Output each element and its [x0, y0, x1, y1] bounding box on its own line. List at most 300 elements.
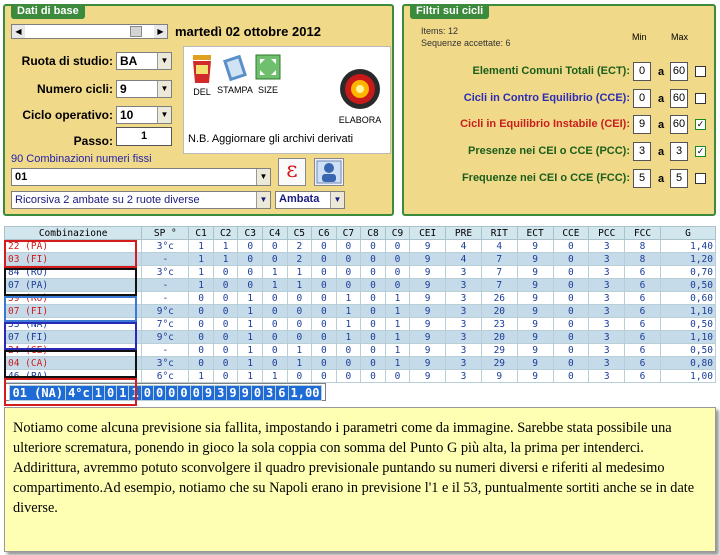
table-cell: 3	[446, 344, 482, 357]
table-cell: 1	[385, 318, 410, 331]
stampa-label: STAMPA	[217, 85, 253, 95]
table-cell: 0	[361, 279, 386, 292]
scroll-right-icon[interactable]: ▶	[154, 25, 167, 38]
table-cell: 9	[410, 266, 446, 279]
table-cell: 0	[312, 292, 337, 305]
print-icon	[222, 53, 248, 83]
table-cell: 1	[238, 331, 263, 344]
table-cell: 4	[446, 253, 482, 266]
table-cell: 1,10	[660, 305, 715, 318]
table-cell: 0	[238, 253, 263, 266]
filter-label: Frequenze nei CEI o CCE (FCC):	[461, 172, 630, 184]
table-row[interactable]	[5, 253, 716, 266]
del-label: DEL	[193, 87, 211, 97]
table-cell: 0	[361, 305, 386, 318]
table-cell: 1	[336, 331, 361, 344]
chevron-down-icon[interactable]: ▼	[256, 192, 270, 208]
table-cell: 1	[287, 266, 312, 279]
table-cell: 29	[481, 357, 517, 370]
table-cell: 0	[251, 386, 263, 401]
table-cell: 0	[361, 331, 386, 344]
table-cell: 4	[481, 240, 517, 253]
table-cell: 3°c	[142, 266, 189, 279]
table-cell: 3°c	[142, 240, 189, 253]
table-cell: 3	[589, 279, 625, 292]
chevron-down-icon[interactable]: ▼	[157, 107, 171, 123]
table-cell: 9	[517, 279, 553, 292]
table-cell: 0	[312, 370, 337, 383]
column-header[interactable]: C3	[238, 227, 263, 240]
trash-icon	[190, 53, 214, 85]
table-cell: 6	[276, 386, 288, 401]
table-cell: 0	[312, 357, 337, 370]
table-cell: 0	[213, 279, 238, 292]
table-cell: 3	[589, 253, 625, 266]
table-cell: 3	[589, 305, 625, 318]
table-cell: 3	[589, 344, 625, 357]
column-header[interactable]: ECT	[517, 227, 553, 240]
table-cell: 0	[312, 240, 337, 253]
elabora-label: ELABORA	[338, 115, 382, 125]
filter-max-input[interactable]: 60	[670, 115, 688, 134]
filter-label: Cicli in Contro Equilibrio (CCE):	[463, 92, 630, 104]
filter-a-label: a	[658, 93, 665, 105]
filter-min-input[interactable]: 5	[633, 169, 651, 188]
table-cell: 9	[410, 344, 446, 357]
table-cell: 1	[238, 305, 263, 318]
table-cell: -	[142, 253, 189, 266]
table-cell: 0	[312, 318, 337, 331]
items-count: Items: 12	[421, 26, 459, 36]
filter-checkbox[interactable]	[695, 66, 706, 77]
column-header[interactable]: C2	[213, 227, 238, 240]
ciclo-operativo-value: 10	[120, 108, 134, 122]
size-label: SIZE	[257, 85, 278, 95]
nb-text: N.B. Aggiornare gli archivi derivati	[188, 133, 354, 145]
filter-checkbox[interactable]	[695, 173, 706, 184]
ruota-value: BA	[120, 54, 138, 68]
table-cell: 0	[361, 253, 386, 266]
current-date: martedì 02 ottobre 2012	[175, 24, 321, 39]
table-cell: 3	[446, 292, 482, 305]
combo-select[interactable]	[11, 168, 271, 186]
table-cell: 0	[262, 240, 287, 253]
column-header[interactable]: Combinazione	[5, 227, 142, 240]
table-cell: 6	[625, 292, 661, 305]
numero-cicli-label: Numero cicli:	[36, 82, 113, 96]
filter-a-label: a	[658, 119, 665, 131]
table-cell: 0	[262, 344, 287, 357]
table-cell: 0	[385, 253, 410, 266]
table-cell: 1	[336, 305, 361, 318]
user-config-button[interactable]	[314, 158, 344, 186]
table-cell: 0	[189, 292, 214, 305]
table-cell: 0	[553, 266, 589, 279]
table-cell: 9	[517, 318, 553, 331]
table-cell: 1	[189, 240, 214, 253]
column-header[interactable]: C8	[361, 227, 386, 240]
table-cell: 0	[153, 386, 165, 401]
table-cell: 0	[262, 253, 287, 266]
table-cell: 0	[336, 279, 361, 292]
filter-max-input[interactable]: 60	[670, 89, 688, 108]
table-cell: 0	[385, 240, 410, 253]
chevron-down-icon[interactable]: ▼	[256, 169, 270, 185]
table-row[interactable]	[5, 305, 716, 318]
filter-checkbox[interactable]	[695, 93, 706, 104]
table-cell: 0	[213, 370, 238, 383]
elabora-button[interactable]	[332, 67, 388, 125]
column-header[interactable]: PCC	[589, 227, 625, 240]
table-cell: 0	[553, 357, 589, 370]
table-cell: 7	[481, 253, 517, 266]
table-cell: 07 (FI)	[5, 305, 142, 318]
table-row[interactable]	[5, 240, 716, 253]
table-cell: 1	[385, 305, 410, 318]
filter-max-input[interactable]: 60	[670, 62, 688, 81]
table-cell: 9	[239, 386, 251, 401]
table-cell: 0	[213, 305, 238, 318]
dati-di-base-title: Dati di base	[11, 4, 85, 19]
table-cell: 0	[287, 318, 312, 331]
combo-value: 01	[15, 171, 28, 183]
table-cell: 0,50	[660, 318, 715, 331]
table-cell: 0	[312, 344, 337, 357]
table-cell: 3	[589, 292, 625, 305]
table-cell: 0	[336, 266, 361, 279]
table-cell: 0	[190, 386, 202, 401]
table-row[interactable]	[5, 292, 716, 305]
table-cell: 0,80	[660, 357, 715, 370]
column-header[interactable]: G	[660, 227, 715, 240]
table-cell: 8	[625, 253, 661, 266]
table-cell: 0	[166, 386, 178, 401]
table-cell: 0	[238, 279, 263, 292]
table-cell: 1	[238, 370, 263, 383]
table-cell: 53 (NA)	[5, 318, 142, 331]
table-cell: 0	[361, 370, 386, 383]
table-cell: 9	[410, 305, 446, 318]
ruota-label: Ruota di studio:	[21, 54, 113, 68]
table-cell: 8	[625, 240, 661, 253]
table-cell: 0	[553, 344, 589, 357]
table-cell: 0	[312, 253, 337, 266]
table-cell: 0,50	[660, 344, 715, 357]
table-cell: 0	[189, 344, 214, 357]
table-cell: 0	[361, 318, 386, 331]
table-cell: 46 (PA)	[5, 370, 142, 383]
table-cell: 22 (PA)	[5, 240, 142, 253]
table-cell: 3	[589, 357, 625, 370]
column-header[interactable]: C7	[336, 227, 361, 240]
table-cell: 1	[213, 253, 238, 266]
column-header[interactable]: C6	[312, 227, 337, 240]
table-cell: 0	[213, 331, 238, 344]
table-cell: 0	[312, 331, 337, 344]
table-cell: 9	[517, 305, 553, 318]
table-row[interactable]	[5, 318, 716, 331]
table-cell: 59 (RO)	[5, 292, 142, 305]
scroll-thumb[interactable]	[130, 26, 142, 37]
table-cell: 1	[189, 253, 214, 266]
table-cell: 0	[213, 292, 238, 305]
ambata-value: Ambata	[279, 193, 320, 205]
table-cell: 3	[446, 357, 482, 370]
actions-box	[183, 46, 391, 154]
table-cell: 0	[213, 318, 238, 331]
table-cell: 0,70	[660, 266, 715, 279]
table-row[interactable]	[5, 383, 327, 401]
table-cell: 1,10	[660, 331, 715, 344]
filter-max-input[interactable]: 3	[670, 142, 688, 161]
table-cell: 0	[312, 305, 337, 318]
table-cell: 3	[589, 240, 625, 253]
table-cell: 0	[312, 279, 337, 292]
column-header[interactable]: FCC	[625, 227, 661, 240]
column-header[interactable]: C4	[262, 227, 287, 240]
table-cell: -	[142, 344, 189, 357]
table-cell: 9	[410, 331, 446, 344]
table-cell: 1	[238, 357, 263, 370]
chevron-down-icon[interactable]: ▼	[330, 192, 344, 208]
min-label: Min	[632, 32, 647, 42]
ambata-select[interactable]	[275, 191, 345, 209]
table-cell: 1	[262, 370, 287, 383]
table-cell: 1	[189, 266, 214, 279]
column-header[interactable]: CEI	[410, 227, 446, 240]
note-text: Notiamo come alcuna previsione sia fallita, impostando i parametri come da immagine. Sarebbe stata possibile una ulteriore scrematura, ponendo in gioco la sola coppia con somma del Punto G più alta, la prima per intenderci. Addirittura, avremmo potuto sconvolgere il quadro previsionale puntando su numeri diversi e riferiti al medesimo compartimento.Ad esempio, notiamo che su Napoli erano in previsione l'1 e il 53, puntualmente sortiti anche se in date diverse.	[4, 407, 716, 552]
table-cell: 9	[410, 318, 446, 331]
table-cell: 9	[517, 266, 553, 279]
table-cell: 0	[213, 344, 238, 357]
table-cell: 1	[287, 357, 312, 370]
size-button[interactable]	[254, 53, 282, 95]
table-cell: 1	[92, 386, 104, 401]
table-cell: 3	[446, 305, 482, 318]
filter-max-input[interactable]: 5	[670, 169, 688, 188]
column-header[interactable]: SP °	[142, 227, 189, 240]
table-cell: 29	[481, 344, 517, 357]
date-scrollbar[interactable]	[11, 24, 168, 39]
table-cell: 0	[262, 357, 287, 370]
table-cell: 07 (FI)	[5, 331, 142, 344]
table-cell: 0	[553, 292, 589, 305]
column-header[interactable]: RIT	[481, 227, 517, 240]
table-cell: 0	[213, 266, 238, 279]
filter-checkbox[interactable]: ✓	[696, 119, 705, 129]
table-cell: 9	[410, 292, 446, 305]
table-cell: 9	[481, 370, 517, 383]
table-cell: 1	[385, 344, 410, 357]
table-cell: 1,00	[660, 370, 715, 383]
table-cell: 0	[385, 279, 410, 292]
table-cell: 0	[287, 292, 312, 305]
table-cell: 9	[410, 240, 446, 253]
ciclo-operativo-label: Ciclo operativo:	[22, 108, 113, 122]
table-cell: 6	[625, 357, 661, 370]
table-cell: 1	[189, 279, 214, 292]
table-row[interactable]	[5, 266, 716, 279]
table-cell: 0	[385, 266, 410, 279]
table-cell: 0	[553, 331, 589, 344]
table-cell: 6	[625, 370, 661, 383]
table-cell: 0	[189, 357, 214, 370]
table-cell: 1	[117, 386, 129, 401]
table-cell: 0	[336, 370, 361, 383]
table-cell: 0	[336, 344, 361, 357]
table-cell: 9°c	[142, 305, 189, 318]
column-header[interactable]: C9	[385, 227, 410, 240]
table-cell: 0	[361, 344, 386, 357]
table-cell: 6	[625, 318, 661, 331]
numero-cicli-value: 9	[120, 82, 127, 96]
table-cell: 9	[410, 370, 446, 383]
table-cell: 07 (PA)	[5, 279, 142, 292]
results-table	[4, 226, 716, 400]
table-header-row	[5, 227, 716, 240]
filter-a-label: a	[658, 173, 665, 185]
epsilon-button[interactable]: ε	[278, 158, 306, 186]
table-cell: 0	[189, 331, 214, 344]
table-cell: 6	[625, 331, 661, 344]
table-cell: 26	[481, 292, 517, 305]
table-cell: 01 (NA)	[9, 386, 66, 401]
table-cell: 1	[238, 292, 263, 305]
table-cell: 0	[336, 240, 361, 253]
del-button[interactable]	[188, 53, 216, 97]
filter-min-input[interactable]: 0	[633, 62, 651, 81]
table-cell: 0	[105, 386, 117, 401]
table-cell: 1	[336, 318, 361, 331]
table-cell: 9	[227, 386, 239, 401]
table-cell: 6	[625, 279, 661, 292]
table-cell: 6	[625, 344, 661, 357]
table-cell: 7°c	[142, 318, 189, 331]
table-cell: 3	[446, 266, 482, 279]
numero-cicli-select[interactable]	[116, 80, 172, 98]
table-cell: 0	[336, 253, 361, 266]
table-cell: 0	[553, 305, 589, 318]
table-cell: 0	[141, 386, 153, 401]
chevron-down-icon[interactable]: ▼	[157, 81, 171, 97]
filter-a-label: a	[658, 66, 665, 78]
table-cell: 1	[287, 344, 312, 357]
table-cell: -	[142, 279, 189, 292]
table-cell: 0	[312, 266, 337, 279]
filter-min-input[interactable]: 0	[633, 89, 651, 108]
table-cell: 9	[517, 331, 553, 344]
table-cell: 3	[446, 370, 482, 383]
column-header[interactable]: CCE	[553, 227, 589, 240]
table-cell: -	[142, 292, 189, 305]
table-cell: 0	[213, 357, 238, 370]
table-cell: 1	[385, 357, 410, 370]
filter-label: Elementi Comuni Totali (ECT):	[472, 65, 630, 77]
table-row[interactable]	[5, 357, 716, 370]
column-header[interactable]: PRE	[446, 227, 482, 240]
table-cell: 9	[517, 344, 553, 357]
table-cell: 1	[287, 279, 312, 292]
table-cell: 9	[517, 240, 553, 253]
table-cell: 0	[238, 240, 263, 253]
table-cell: 1	[213, 240, 238, 253]
table-cell: 9°c	[142, 331, 189, 344]
chevron-down-icon[interactable]: ▼	[157, 53, 171, 69]
table-cell: 0	[262, 305, 287, 318]
ciclo-operativo-select[interactable]	[116, 106, 172, 124]
table-cell: 04 (CA)	[5, 357, 142, 370]
table-cell: 0	[553, 279, 589, 292]
table-cell: 1	[385, 331, 410, 344]
table-cell: 0	[361, 292, 386, 305]
table-cell: 1,00	[288, 386, 322, 401]
scroll-left-icon[interactable]: ◀	[12, 25, 25, 38]
filter-min-input[interactable]: 9	[633, 115, 651, 134]
table-cell: 0	[385, 370, 410, 383]
ricorsiva-select[interactable]	[11, 191, 271, 209]
table-cell: 9	[517, 253, 553, 266]
passo-input[interactable]: 1	[116, 127, 172, 146]
table-cell: 0	[553, 318, 589, 331]
table-cell: 3	[589, 370, 625, 383]
table-cell: 0	[189, 318, 214, 331]
table-cell: 6°c	[142, 370, 189, 383]
elabora-icon	[338, 67, 382, 111]
table-cell: 4	[446, 240, 482, 253]
filter-min-input[interactable]: 3	[633, 142, 651, 161]
stampa-button[interactable]	[215, 53, 255, 95]
table-cell: 3	[446, 331, 482, 344]
table-cell: 1	[238, 344, 263, 357]
table-cell: 3	[589, 331, 625, 344]
filter-checkbox[interactable]: ✓	[696, 146, 705, 156]
max-label: Max	[671, 32, 689, 42]
table-cell: 0	[361, 266, 386, 279]
table-cell: 0	[287, 331, 312, 344]
table-cell: 1	[262, 266, 287, 279]
table-row[interactable]	[5, 279, 716, 292]
table-row[interactable]	[5, 331, 716, 344]
ruota-select[interactable]	[116, 52, 172, 70]
table-row[interactable]	[5, 344, 716, 357]
filter-a-label: a	[658, 146, 665, 158]
table-cell: 3	[446, 279, 482, 292]
table-cell: 0	[287, 305, 312, 318]
table-cell: 3	[589, 318, 625, 331]
dati-di-base-panel	[3, 4, 394, 216]
table-cell: 4°c	[66, 386, 93, 401]
table-cell: 1	[385, 292, 410, 305]
table-cell: 0	[262, 331, 287, 344]
table-cell: 24 (GE)	[5, 344, 142, 357]
table-cell: 7	[481, 266, 517, 279]
table-cell: 0	[361, 357, 386, 370]
table-cell: 6	[625, 266, 661, 279]
table-cell: 23	[481, 318, 517, 331]
table-cell: 9	[517, 370, 553, 383]
table-cell: 0	[287, 370, 312, 383]
passo-label: Passo:	[73, 134, 113, 148]
table-cell: 0	[238, 266, 263, 279]
table-cell: 3	[215, 386, 227, 401]
column-header[interactable]: C1	[189, 227, 214, 240]
table-row[interactable]	[5, 370, 716, 383]
table-cell: 1	[238, 318, 263, 331]
table-cell: 9	[410, 357, 446, 370]
table-cell: 3	[446, 318, 482, 331]
column-header[interactable]: C5	[287, 227, 312, 240]
table-cell: 0,50	[660, 279, 715, 292]
